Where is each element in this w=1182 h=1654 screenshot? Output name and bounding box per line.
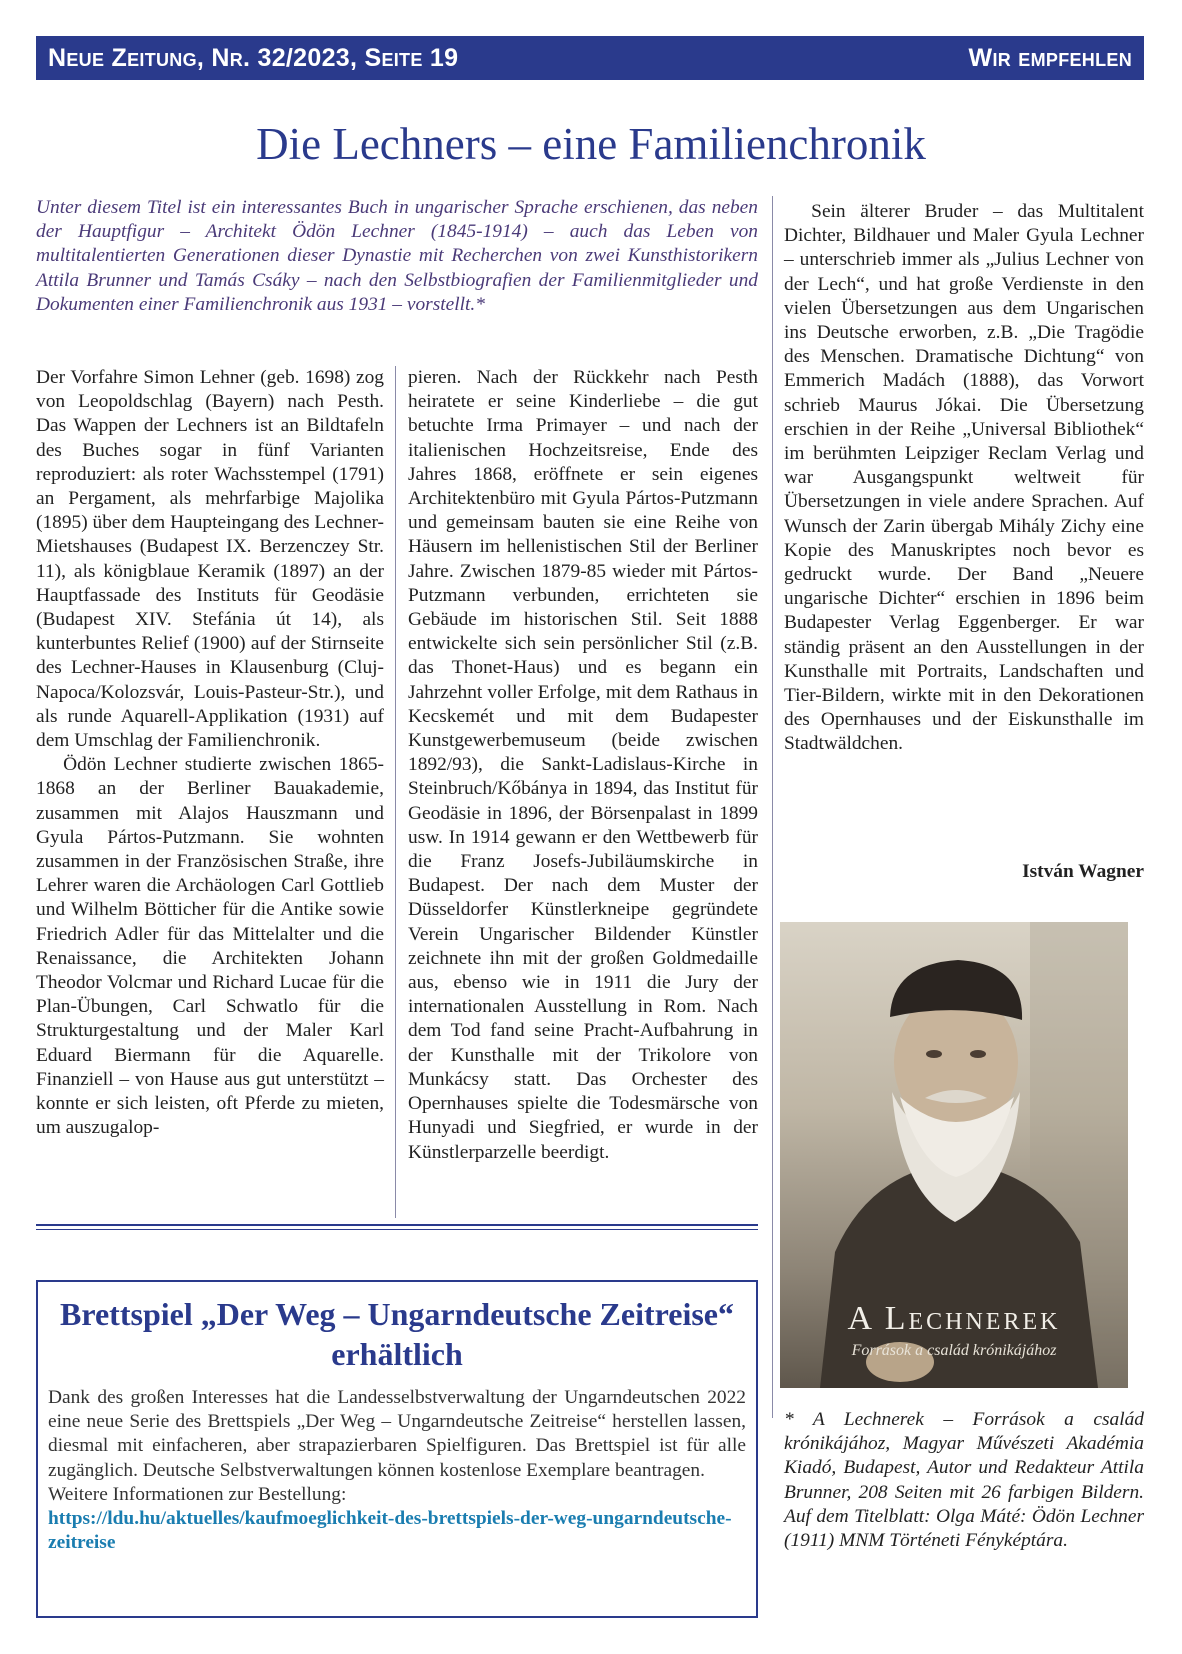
order-link[interactable]: https://ldu.hu/aktuelles/kaufmoeglichkeit-des-brettspiels-der-weg-ungarndeutsche-zeitreise	[48, 1508, 732, 1554]
paragraph: Ödön Lechner studierte zwischen 1865-1868 an der Berliner Bauakademie, zusammen mit Alajos Hauszmann und Gyula Pártos-Putzmann. Sie wohnten zusammen in der Französischen Straße, ihre Lehrer waren die Archäologen Carl Gottlieb und Wilhelm Bötticher für die Antike sowie Friedrich Adler für das Mittelalter und die Renaissance, die Architekten Johann Theodor Volcmar und Richard Lucae für die Plan-Übungen, Carl Schwatlo für die Strukturgestaltung und der Maler Karl Eduard Biermann für die Aquarelle. Finanziell – von Hause aus gut unterstützt – konnte er sich leisten, oft Pferde zu mieten, um auszugalop-	[36, 754, 384, 1139]
column-divider	[395, 366, 396, 1218]
article-column-2	[408, 366, 758, 1165]
box-more-info: Weitere Informationen zur Bestellung:	[48, 1483, 347, 1505]
box-body: Dank des großen Interesses hat die Landesselbstverwaltung der Ungarndeutschen 2022 eine neue Serie des Brettspiels „Der Weg – Ungarndeutsche Zeitreise“ herstellen lassen, diesmal mit einfacheren, aber strapazierbaren Spielfiguren. Das Brettspiel ist für alle zugänglich. Deutsche Selbstverwaltungen können kostenlose Exemplare beantragen.	[48, 1387, 746, 1481]
paragraph: pieren. Nach der Rückkehr nach Pesth heiratete er seine Kinderliebe – die gut betuchte Irma Primayer – und nach der italienischen Hochzeitsreise, Ende des Jahres 1868, eröffnete er sein eigenes Architektenbüro mit Gyula Pártos-Putzmann und gemeinsam bauten sie eine Reihe von Häusern im hellenistischen Stil der Berliner Jahre. Zwischen 1879-85 wieder mit Pártos-Putzmann verbunden, errichteten sie Gebäude im historischen Stil. Seit 1888 entwickelte sich sein persönlicher Stil (z.B. das Thonet-Haus) und es begann ein Jahrzehnt voller Erfolge, mit dem Rathaus in Kecskemét und mit dem Budapester Kunstgewerbemuseum (beide zwischen 1892/93), die Sankt-Ladislaus-Kirche in Steinbruch/Kőbánya in 1894, das Institut für Geodäsie in 1896, der Börsenpalast in 1899 usw. In 1914 gewann er den Wettbewerb für die Franz Josefs-Jubiläumskirche in Budapest. Der nach dem Muster der Düsseldorfer Künstlerkneipe gegründete Verein Ungarischer Bildender Künstler zeichnete ihn mit der großen Goldmedaille aus, ebenso wie in 1911 die Jury der internationalen Ausstellung in Rom. Nach dem Tod fand seine Pracht-Aufbahrung in der Kunsthalle mit der Trikolore von Munkácsy statt. Das Orchester des Opernhauses spielte die Todesmärsche von Hunyadi und Siegfried, er wurde in der Künstlerparzelle beerdigt.	[408, 367, 758, 1163]
boardgame-box	[36, 1280, 758, 1618]
paragraph: Sein älterer Bruder – das Multitalent Dichter, Bildhauer und Maler Gyula Lechner – unterschrieb immer als „Julius Lechner von der Lech“, und hat große Verdienste in den vielen Übersetzungen aus dem Ungarischen ins Deutsche erworben, z.B. „Die Tragödie des Menschen. Dramatische Dichtung“ von Emmerich Madách (1888), das Vorwort schrieb Maurus Jókai. Die Übersetzung erschien in der Reihe „Universal Bibliothek“ im berühmten Leipziger Reclam Verlag und war Ausgangspunkt weltweit für Übersetzungen in viele andere Sprachen. Auf Wunsch der Zarin übergab Mihály Zichy eine Kopie des Manuskriptes noch bevor es gedruckt wurde. Der Band „Neuere ungarische Dichter“ erschien in 1896 beim Budapester Verlag Eggenberger. Er war ständig präsent an den Ausstellungen in der Kunsthalle mit Portraits, Landschaften und Tier-Bildern, wirkte mit in den Dekorationen des Opernhauses und der Eiskunsthalle im Stadtwäldchen.	[784, 201, 1144, 755]
box-title: Brettspiel „Der Weg – Ungarndeutsche Zeitreise“ erhältlich	[60, 1296, 734, 1372]
header-publication: Neue Zeitung, Nr. 32/2023, Seite 19	[48, 43, 459, 72]
article-column-3	[784, 200, 1144, 757]
book-cover-subtitle: Források a család krónikájához	[851, 1342, 1057, 1359]
article-author: István Wagner	[1022, 861, 1144, 882]
book-cover-image	[780, 922, 1128, 1388]
divider	[36, 1224, 758, 1226]
article-lead: Unter diesem Titel ist ein interessantes Buch in ungarischer Sprache erschienen, das neben der Hauptfigur – Architekt Ödön Lechner (1845-1914) – auch das Leben von multitalentierten Generationen dieser Dynastie mit Recherchen von zwei Kunsthistorikern Attila Brunner und Tamás Csáky – nach den Selbstbiografien der Familienmitglieder und Dokumenten einer Familienchronik aus 1931 – vorstellt.*	[36, 197, 758, 315]
article-title: Die Lechners – eine Familienchronik	[256, 119, 926, 169]
box-text	[48, 1386, 746, 1555]
header-section: Wir empfehlen	[968, 43, 1132, 72]
column-divider	[772, 196, 773, 1418]
divider	[36, 1229, 758, 1230]
book-caption: * A Lechnerek – Források a család krónikájához, Magyar Művészeti Akadémia Kiadó, Budapest, Autor und Redakteur Attila Brunner, 208 Seiten mit 26 farbigen Bildern. Auf dem Titelblatt: Olga Máté: Ödön Lechner (1911) MNM Történeti Fényképtára.	[784, 1409, 1144, 1552]
page-header	[36, 36, 1144, 80]
book-cover-title: A Lechnerek	[847, 1300, 1061, 1337]
paragraph: Der Vorfahre Simon Lehner (geb. 1698) zog von Leopoldschlag (Bayern) nach Pesth. Das Wappen der Lechners ist an Bildtafeln des Buches sogar in fünf Varianten reproduziert: als roter Wachsstempel (1791) an Pergament, als mehrfarbige Majolika (1895) über dem Haupteingang des Lechner-Mietshauses (Budapest IX. Berzenczey Str. 11), als königblaue Keramik (1897) an der Hauptfassade des Instituts für Geodäsie (Budapest XIV. Stefánia út 14), als kunterbuntes Relief (1900) auf der Stirnseite des Lechner-Hauses in Klausenburg (Cluj-Napoca/Kolozsvár, Louis-Pasteur-Str.), und als runde Aquarell-Applikation (1931) auf dem Umschlag der Familienchronik.	[36, 367, 384, 752]
article-column-1	[36, 366, 384, 1141]
